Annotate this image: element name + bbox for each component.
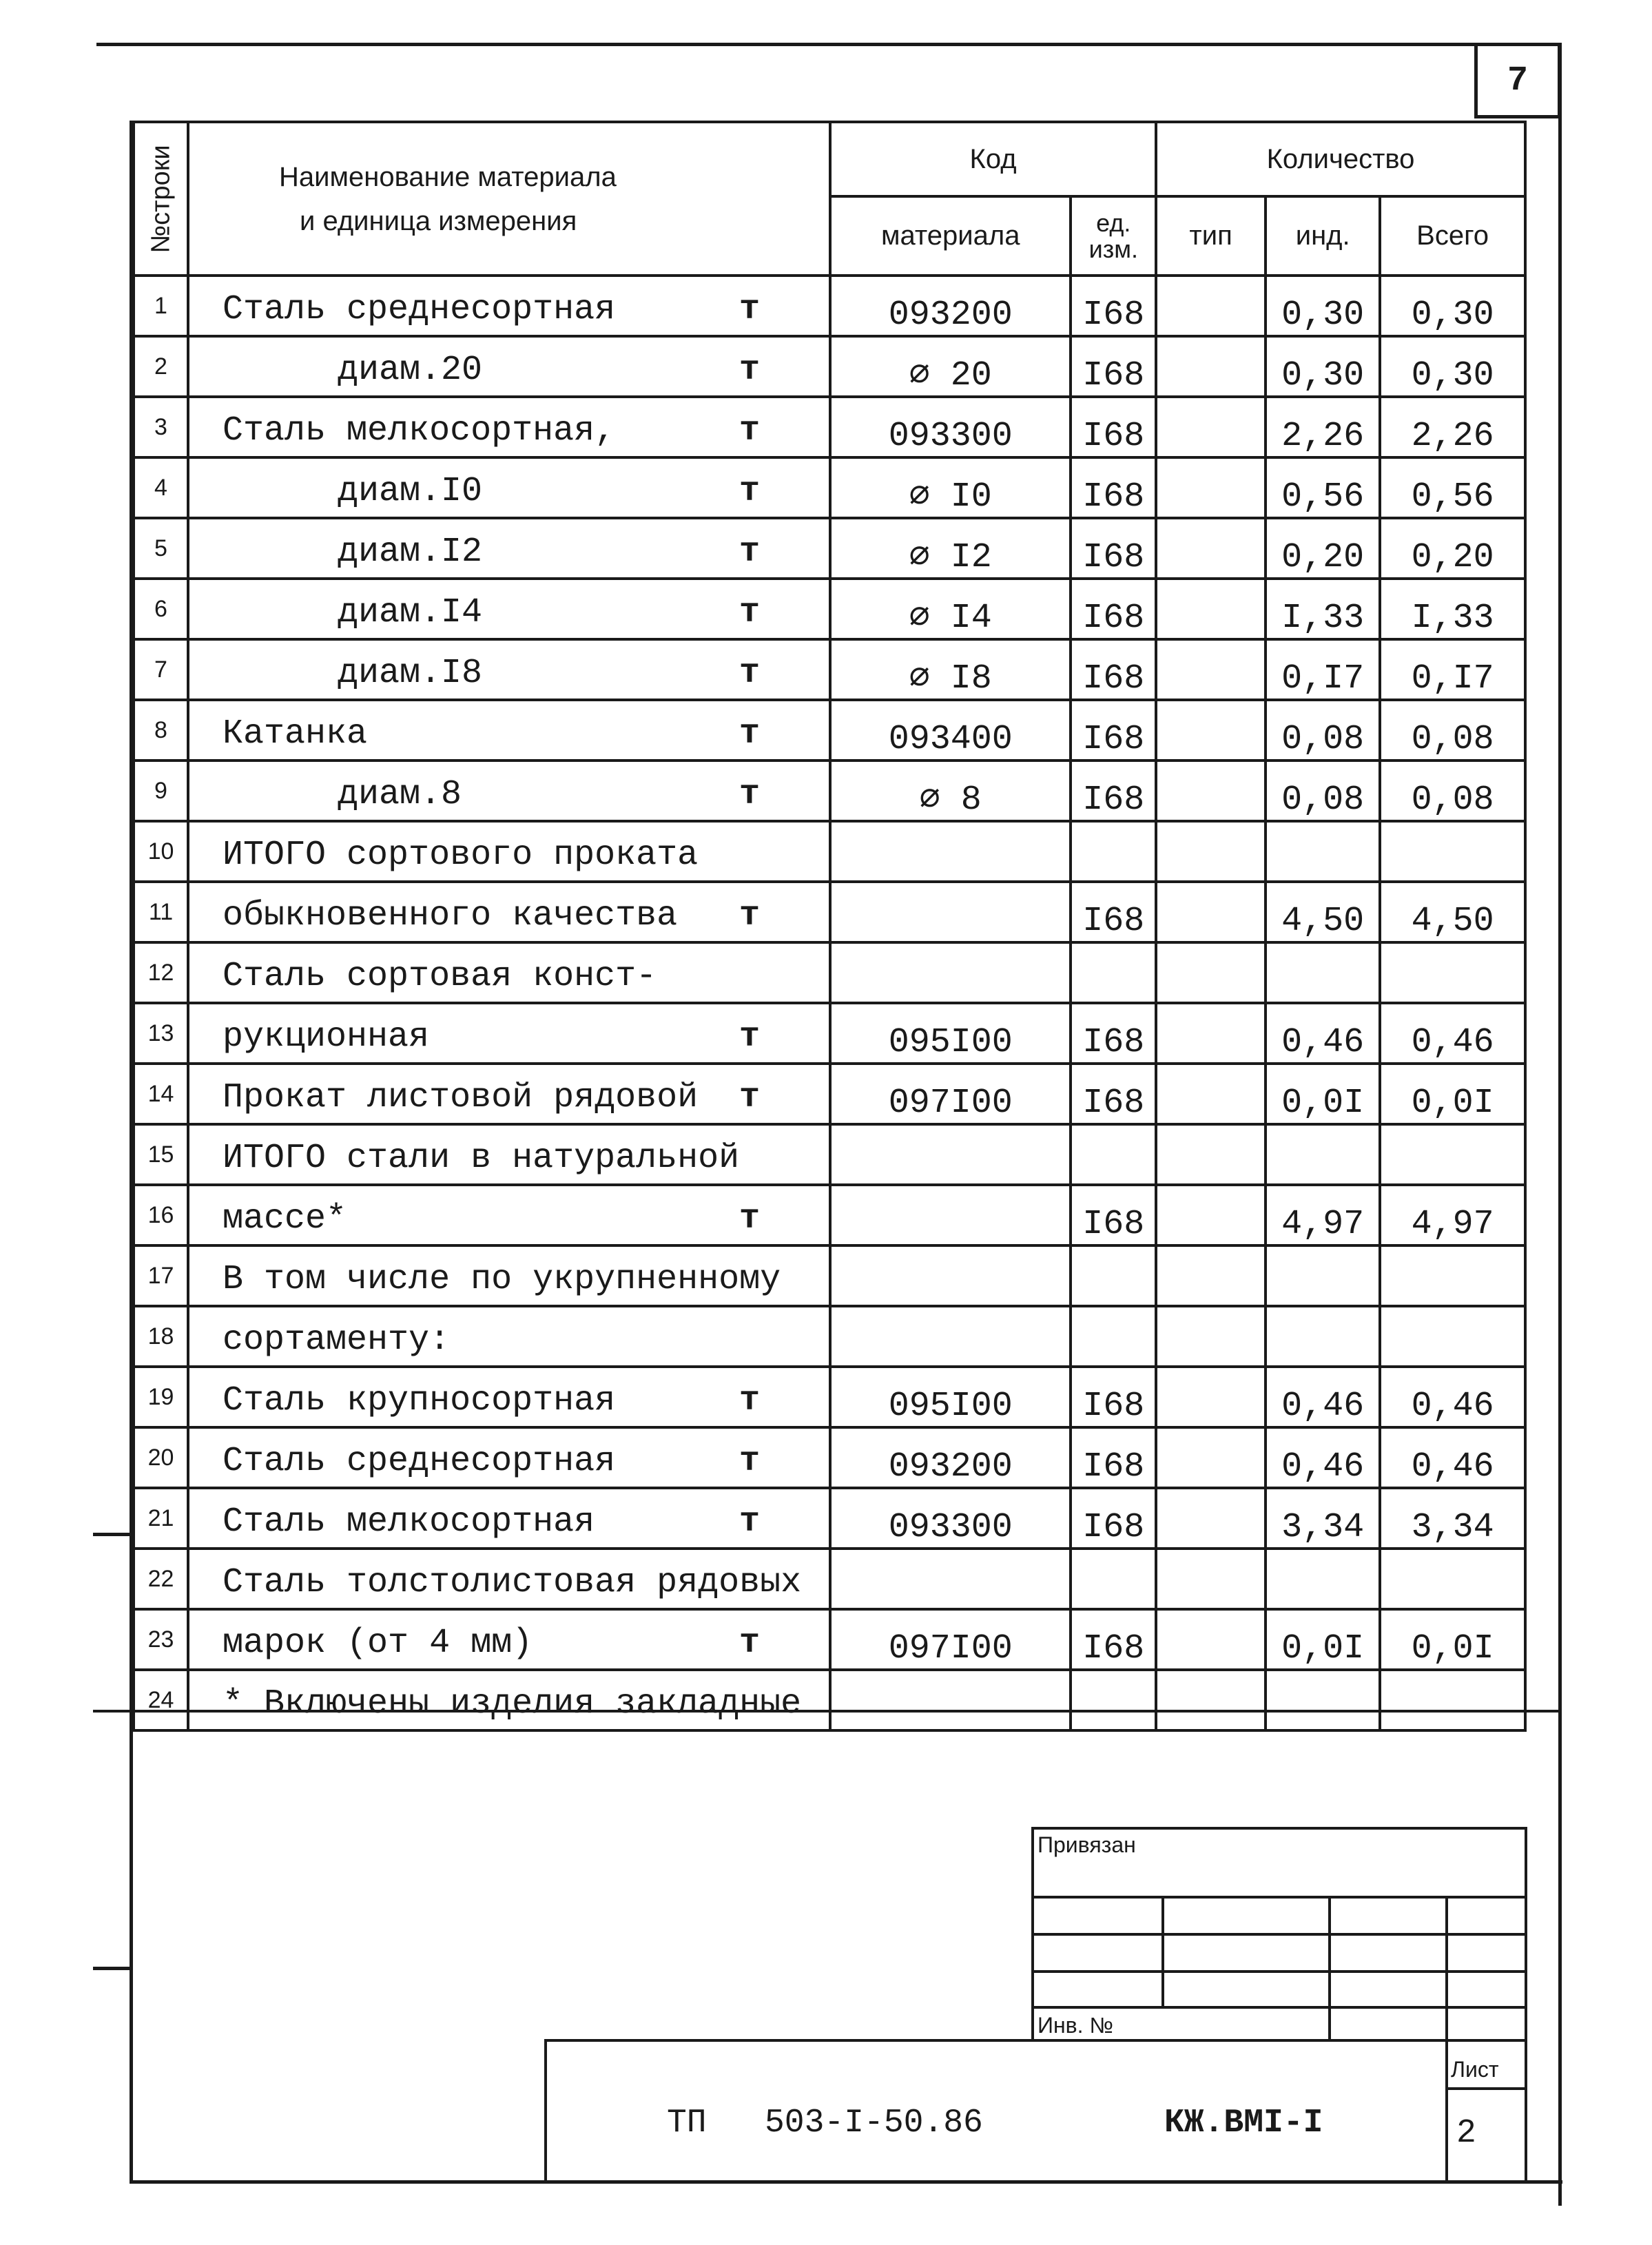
qty-type <box>1156 700 1266 761</box>
sheet-number: 2 <box>1456 2115 1476 2152</box>
qty-ind: 0,0I <box>1266 1064 1380 1124</box>
table-row <box>134 518 1525 579</box>
doc-number: 503-I-50.86 <box>765 2104 983 2142</box>
qty-total: 0,46 <box>1380 1367 1525 1427</box>
row-number: 1 <box>134 276 188 336</box>
margin-tick <box>93 1967 133 1970</box>
material-code: 097I00 <box>830 1064 1071 1124</box>
qty-total: 0,46 <box>1380 1003 1525 1064</box>
unit-code: I68 <box>1071 1427 1156 1488</box>
table-row <box>134 276 1525 336</box>
qty-total <box>1380 1245 1525 1306</box>
material-name-cell <box>188 1306 830 1367</box>
qty-type <box>1156 1427 1266 1488</box>
material-code: 097I00 <box>830 1609 1071 1670</box>
material-name: Катанка <box>223 714 368 754</box>
material-unit: т <box>739 290 760 329</box>
qty-ind <box>1266 1549 1380 1609</box>
qty-total: I,33 <box>1380 579 1525 639</box>
qty-ind: 0,46 <box>1266 1427 1380 1488</box>
material-name: Сталь сортовая конст- <box>223 957 657 996</box>
table-row <box>134 579 1525 639</box>
material-name-cell <box>188 276 830 336</box>
material-unit: т <box>739 654 760 693</box>
table-row <box>134 336 1525 397</box>
qty-ind: 0,46 <box>1266 1003 1380 1064</box>
row-number: 15 <box>134 1124 188 1185</box>
qty-ind: 0,I7 <box>1266 639 1380 700</box>
row-number: 4 <box>134 457 188 518</box>
qty-ind-header: инд. <box>1266 196 1380 276</box>
material-name: диам.I0 <box>338 472 483 511</box>
qty-ind <box>1266 1245 1380 1306</box>
margin-tick <box>93 1533 133 1536</box>
table-row <box>134 639 1525 700</box>
qty-ind: 4,50 <box>1266 882 1380 942</box>
unit-code: I68 <box>1071 1064 1156 1124</box>
unit-code: I68 <box>1071 761 1156 821</box>
material-name-cell <box>188 1185 830 1245</box>
unit-code: I68 <box>1071 276 1156 336</box>
qty-ind: 0,56 <box>1266 457 1380 518</box>
material-name: диам.I8 <box>338 654 483 693</box>
unit-code: I68 <box>1071 579 1156 639</box>
table-row <box>134 1306 1525 1367</box>
table-row <box>134 1427 1525 1488</box>
material-name-cell <box>188 1427 830 1488</box>
title-grid-line <box>1445 1896 1448 2042</box>
qty-total: 0,0I <box>1380 1609 1525 1670</box>
table-row <box>134 1124 1525 1185</box>
material-unit: т <box>739 1017 760 1057</box>
unit-code: I68 <box>1071 1609 1156 1670</box>
unit-code <box>1071 1306 1156 1367</box>
material-name-cell <box>188 700 830 761</box>
qty-total: 3,34 <box>1380 1488 1525 1549</box>
qty-ind: 0,08 <box>1266 761 1380 821</box>
row-number: 3 <box>134 397 188 457</box>
material-name-cell <box>188 579 830 639</box>
title-grid-line <box>1031 1896 1527 1899</box>
table-row <box>134 457 1525 518</box>
material-unit: т <box>739 1078 760 1117</box>
unit-code <box>1071 1245 1156 1306</box>
code-material-header: материала <box>830 196 1071 276</box>
material-name-cell <box>188 518 830 579</box>
qty-total <box>1380 1124 1525 1185</box>
row-number: 9 <box>134 761 188 821</box>
inv-no-label: Инв. № <box>1037 2013 1113 2038</box>
row-number: 2 <box>134 336 188 397</box>
qty-total: 0,30 <box>1380 276 1525 336</box>
material-code <box>830 1124 1071 1185</box>
qty-type <box>1156 821 1266 882</box>
material-name: диам.20 <box>338 351 483 390</box>
table-row <box>134 1185 1525 1245</box>
qty-total <box>1380 1670 1525 1730</box>
material-name: Сталь среднесортная <box>223 290 616 329</box>
materials-table <box>132 121 1527 1732</box>
material-code <box>830 1670 1071 1730</box>
material-name: * Включены изделия закладные <box>223 1684 802 1724</box>
right-frame-line <box>1558 43 1562 2206</box>
material-name-cell <box>188 1064 830 1124</box>
material-name-cell <box>188 1003 830 1064</box>
qty-type <box>1156 1185 1266 1245</box>
material-name: диам.8 <box>338 775 462 814</box>
material-unit: т <box>739 1624 760 1663</box>
material-name: ИТОГО стали в натуральной <box>223 1139 740 1178</box>
material-name-cell <box>188 882 830 942</box>
material-name: Сталь среднесортная <box>223 1442 616 1481</box>
material-name: Сталь толстолистовая рядовых <box>223 1563 802 1602</box>
material-code: ∅ I4 <box>830 579 1071 639</box>
qty-total: 0,I7 <box>1380 639 1525 700</box>
unit-code: I68 <box>1071 1488 1156 1549</box>
material-name-cell <box>188 1670 830 1730</box>
row-number: 13 <box>134 1003 188 1064</box>
sheet-label: Лист <box>1451 2057 1499 2082</box>
qty-type <box>1156 518 1266 579</box>
qty-ind: 0,30 <box>1266 336 1380 397</box>
privyazan-label: Привязан <box>1037 1832 1136 1857</box>
row-number: 16 <box>134 1185 188 1245</box>
qty-ind <box>1266 1306 1380 1367</box>
material-code: 093400 <box>830 700 1071 761</box>
qty-total: 2,26 <box>1380 397 1525 457</box>
title-grid-line <box>1328 1896 1331 2042</box>
qty-total: 0,0I <box>1380 1064 1525 1124</box>
row-number: 11 <box>134 882 188 942</box>
row-number: 7 <box>134 639 188 700</box>
unit-code <box>1071 942 1156 1003</box>
row-number: 22 <box>134 1549 188 1609</box>
material-name: Прокат листовой рядовой <box>223 1078 699 1117</box>
material-name-cell <box>188 1549 830 1609</box>
table-row <box>134 882 1525 942</box>
qty-ind: 0,46 <box>1266 1367 1380 1427</box>
page-number: 7 <box>1474 43 1561 118</box>
material-unit: т <box>739 1199 760 1239</box>
material-unit: т <box>739 714 760 754</box>
material-code <box>830 1245 1071 1306</box>
unit-code <box>1071 1549 1156 1609</box>
material-name-cell <box>188 1245 830 1306</box>
doc-series: ТП <box>667 2104 707 2142</box>
row-number: 23 <box>134 1609 188 1670</box>
qty-type <box>1156 397 1266 457</box>
material-code: ∅ I2 <box>830 518 1071 579</box>
table-row <box>134 1670 1525 1730</box>
unit-code: I68 <box>1071 882 1156 942</box>
unit-code: I68 <box>1071 1367 1156 1427</box>
table-row <box>134 1488 1525 1549</box>
material-name-cell <box>188 639 830 700</box>
material-name: диам.I2 <box>338 532 483 572</box>
row-number-header: №строки <box>134 122 188 276</box>
table-row <box>134 942 1525 1003</box>
table-row <box>134 1367 1525 1427</box>
material-name: диам.I4 <box>338 593 483 632</box>
qty-total: 0,30 <box>1380 336 1525 397</box>
unit-code <box>1071 1124 1156 1185</box>
qty-total-header: Всего <box>1380 196 1525 276</box>
material-code <box>830 1549 1071 1609</box>
material-code: ∅ 8 <box>830 761 1071 821</box>
qty-type <box>1156 1245 1266 1306</box>
qty-type <box>1156 579 1266 639</box>
title-grid-line <box>1031 1933 1527 1936</box>
material-name: массе* <box>223 1199 347 1239</box>
material-code: 093300 <box>830 397 1071 457</box>
qty-ind <box>1266 821 1380 882</box>
material-code <box>830 942 1071 1003</box>
unit-code: I68 <box>1071 397 1156 457</box>
qty-ind: 0,20 <box>1266 518 1380 579</box>
table-row <box>134 1549 1525 1609</box>
code-unit-header: ед. изм. <box>1071 196 1156 276</box>
material-name: марок (от 4 мм) <box>223 1624 533 1663</box>
row-number: 5 <box>134 518 188 579</box>
title-grid-line <box>1031 1970 1527 1973</box>
material-name-cell <box>188 1609 830 1670</box>
qty-total: 4,50 <box>1380 882 1525 942</box>
unit-code: I68 <box>1071 1003 1156 1064</box>
qty-total: 0,08 <box>1380 700 1525 761</box>
row-number: 21 <box>134 1488 188 1549</box>
qty-type <box>1156 882 1266 942</box>
material-name: Сталь мелкосортная <box>223 1502 595 1542</box>
material-unit: т <box>739 593 760 632</box>
qty-ind: 4,97 <box>1266 1185 1380 1245</box>
material-name: В том числе по укрупненному <box>223 1260 781 1299</box>
table-row <box>134 1609 1525 1670</box>
qty-type <box>1156 1306 1266 1367</box>
qty-total <box>1380 942 1525 1003</box>
title-grid-line <box>1161 1896 1164 2006</box>
material-name-cell <box>188 1124 830 1185</box>
qty-type <box>1156 1488 1266 1549</box>
material-name-header: Наименование материала и единица измерения <box>188 122 830 276</box>
material-code: 093200 <box>830 276 1071 336</box>
code-header: Код <box>830 122 1156 196</box>
qty-type <box>1156 1003 1266 1064</box>
qty-type <box>1156 1367 1266 1427</box>
sheet-divider <box>1445 2087 1527 2090</box>
table-row <box>134 397 1525 457</box>
material-unit: т <box>739 896 760 935</box>
qty-type <box>1156 276 1266 336</box>
table-row <box>134 1245 1525 1306</box>
qty-type-header: тип <box>1156 196 1266 276</box>
row-number: 24 <box>134 1670 188 1730</box>
qty-ind <box>1266 1124 1380 1185</box>
qty-ind: 0,08 <box>1266 700 1380 761</box>
unit-code <box>1071 821 1156 882</box>
material-code: ∅ 20 <box>830 336 1071 397</box>
unit-code: I68 <box>1071 518 1156 579</box>
material-name: ИТОГО сортового проката <box>223 836 699 875</box>
row-number: 17 <box>134 1245 188 1306</box>
material-code: ∅ I8 <box>830 639 1071 700</box>
material-name: сортаменту: <box>223 1321 451 1360</box>
material-unit: т <box>739 351 760 390</box>
material-code <box>830 821 1071 882</box>
qty-ind: I,33 <box>1266 579 1380 639</box>
row-number: 12 <box>134 942 188 1003</box>
material-unit: т <box>739 775 760 814</box>
table-row <box>134 1064 1525 1124</box>
qty-total: 4,97 <box>1380 1185 1525 1245</box>
unit-code: I68 <box>1071 1185 1156 1245</box>
table-row <box>134 761 1525 821</box>
unit-code: I68 <box>1071 457 1156 518</box>
qty-type <box>1156 1124 1266 1185</box>
unit-code: I68 <box>1071 700 1156 761</box>
material-code <box>830 882 1071 942</box>
material-name-cell <box>188 1488 830 1549</box>
material-code: 093200 <box>830 1427 1071 1488</box>
material-code: 093300 <box>830 1488 1071 1549</box>
table-row <box>134 821 1525 882</box>
qty-ind: 2,26 <box>1266 397 1380 457</box>
row-number: 8 <box>134 700 188 761</box>
material-unit: т <box>739 1502 760 1542</box>
unit-code: I68 <box>1071 336 1156 397</box>
qty-type <box>1156 761 1266 821</box>
table-row <box>134 700 1525 761</box>
material-name: рукционная <box>223 1017 430 1057</box>
qty-type <box>1156 1549 1266 1609</box>
quantity-header: Количество <box>1156 122 1525 196</box>
material-unit: т <box>739 1442 760 1481</box>
qty-ind <box>1266 1670 1380 1730</box>
material-name: Сталь крупносортная <box>223 1381 616 1420</box>
material-code: ∅ I0 <box>830 457 1071 518</box>
unit-code <box>1071 1670 1156 1730</box>
qty-type <box>1156 457 1266 518</box>
qty-total: 0,46 <box>1380 1427 1525 1488</box>
material-unit: т <box>739 411 760 451</box>
row-number: 18 <box>134 1306 188 1367</box>
material-name-cell <box>188 821 830 882</box>
material-unit: т <box>739 1381 760 1420</box>
top-frame-line <box>96 43 1561 46</box>
qty-type <box>1156 1064 1266 1124</box>
material-code <box>830 1185 1071 1245</box>
row-number: 19 <box>134 1367 188 1427</box>
qty-type <box>1156 942 1266 1003</box>
qty-total: 0,56 <box>1380 457 1525 518</box>
material-code: 095I00 <box>830 1367 1071 1427</box>
row-number: 6 <box>134 579 188 639</box>
row-number: 10 <box>134 821 188 882</box>
material-name-cell <box>188 457 830 518</box>
qty-total <box>1380 1306 1525 1367</box>
doc-code: КЖ.ВМI-I <box>1164 2104 1323 2142</box>
material-name: Сталь мелкосортная, <box>223 411 616 451</box>
material-name-cell <box>188 397 830 457</box>
material-code: 095I00 <box>830 1003 1071 1064</box>
material-name-cell <box>188 336 830 397</box>
qty-ind: 0,0I <box>1266 1609 1380 1670</box>
qty-total <box>1380 821 1525 882</box>
qty-ind: 3,34 <box>1266 1488 1380 1549</box>
qty-total <box>1380 1549 1525 1609</box>
qty-type <box>1156 336 1266 397</box>
material-name-cell <box>188 942 830 1003</box>
sheet-divider <box>1445 2039 1448 2184</box>
material-unit: т <box>739 472 760 511</box>
qty-total: 0,20 <box>1380 518 1525 579</box>
table-row <box>134 1003 1525 1064</box>
qty-ind <box>1266 942 1380 1003</box>
title-grid-line <box>1031 2006 1527 2009</box>
material-name-cell <box>188 761 830 821</box>
qty-type <box>1156 1609 1266 1670</box>
material-name-cell <box>188 1367 830 1427</box>
material-name: обыкновенного качества <box>223 896 678 935</box>
qty-ind: 0,30 <box>1266 276 1380 336</box>
row-number: 20 <box>134 1427 188 1488</box>
qty-total: 0,08 <box>1380 761 1525 821</box>
material-unit: т <box>739 532 760 572</box>
row-number: 14 <box>134 1064 188 1124</box>
unit-code: I68 <box>1071 639 1156 700</box>
qty-type <box>1156 1670 1266 1730</box>
qty-type <box>1156 639 1266 700</box>
material-code <box>830 1306 1071 1367</box>
